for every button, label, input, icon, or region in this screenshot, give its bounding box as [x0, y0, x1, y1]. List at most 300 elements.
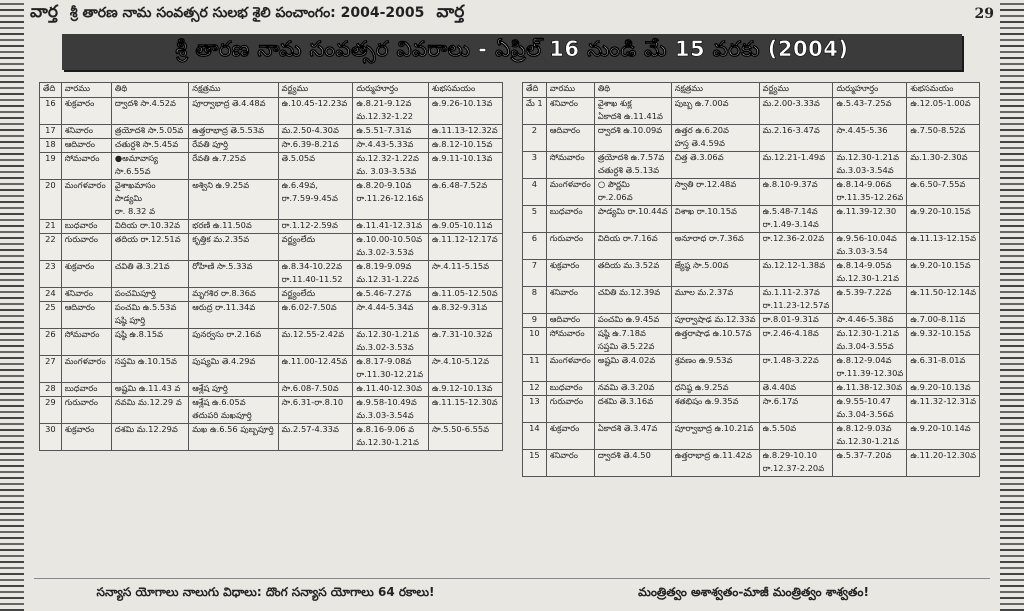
cell-line: ఉ.8.12-9.03వ [836, 423, 892, 433]
table-row [40, 261, 503, 288]
varjyam-cell [759, 314, 833, 328]
shubha-samayam-cell [429, 397, 503, 424]
nakshatra-cell [189, 98, 278, 125]
nakshatra-cell [671, 314, 759, 328]
cell-line: ఉ.11.38-12.30వ [836, 382, 903, 392]
cell-line: ఏకాదశి తె.3.47వ [597, 423, 658, 433]
tithi-cell [594, 98, 671, 125]
shubha-samayam-cell [429, 234, 503, 261]
cell-line: ఉ.6.50-7.55వ [910, 179, 966, 189]
weekday-cell: మంగళవారం [61, 356, 111, 383]
cell-line: రా.1.48-3.22వ [762, 355, 819, 365]
table-row [523, 233, 980, 260]
varjyam-cell [759, 233, 833, 260]
column-header: తేది [40, 83, 62, 98]
cell-line: మ.3.03-3.54వ [836, 165, 894, 175]
tithi-cell [111, 397, 188, 424]
cell-line: దశమి మ.12.29వ [114, 424, 178, 434]
cell-line: సా.4.43-5.33వ [356, 139, 414, 149]
cell-line: మ.12.30-1.21వ [836, 152, 899, 162]
durmuhurtam-cell [353, 288, 429, 302]
table-header-row [40, 83, 503, 98]
page-footer [34, 578, 990, 607]
cell-line: ఉ.11.15-12.30వ [432, 397, 498, 407]
tithi-cell [594, 450, 671, 477]
cell-line: మ.3.03-3.54 [836, 246, 888, 256]
cell-line: సప్తమి తె.5.22వ [597, 341, 655, 351]
cell-line: సా.6.39-8.21వ [281, 139, 339, 149]
durmuhurtam-cell [353, 98, 429, 125]
shubha-samayam-cell [907, 314, 980, 328]
table-row [523, 396, 980, 423]
cell-line: విదియ రా.10.32వ [114, 220, 181, 230]
cell-line: కృత్తిక మ.2.35వ [192, 234, 250, 244]
nakshatra-cell [189, 356, 278, 383]
tithi-cell [594, 355, 671, 382]
durmuhurtam-cell [833, 314, 907, 328]
weekday-cell: గురువారం [61, 397, 111, 424]
weekday-cell: సోమవారం [61, 329, 111, 356]
cell-line: సా.4.45-5.36 [836, 125, 888, 135]
shubha-samayam-cell [429, 139, 503, 153]
varjyam-cell [759, 179, 833, 206]
cell-line: ఉ.5.37-7.20వ [836, 450, 892, 460]
cell-line: పునర్వసు రా.2.16వ [192, 329, 262, 339]
cell-line: షష్ఠి ఉ.7.18వ [597, 328, 646, 338]
cell-line: ద్వాదశి ఉ.10.09వ [597, 125, 663, 135]
nakshatra-cell [189, 329, 278, 356]
cell-line: షష్ఠి పూర్తి [114, 315, 146, 325]
cell-line: ఉ.5.39-7.22వ [836, 287, 892, 297]
table-row [40, 153, 503, 180]
cell-line: రేవతి పూర్తి [192, 139, 228, 149]
cell-line: మ.1.30-2.30వ [910, 152, 968, 162]
date-cell: 13 [523, 396, 547, 423]
weekday-cell: ఆదివారం [546, 314, 594, 328]
title-banner [62, 34, 962, 70]
tithi-cell [111, 288, 188, 302]
tithi-cell [594, 179, 671, 206]
date-cell: 26 [40, 329, 62, 356]
column-header: వారము [546, 83, 594, 98]
cell-line: ఉ.8.12-9.04వ [836, 355, 892, 365]
cell-line: మ.2.57-4.33వ [281, 424, 339, 434]
weekday-cell: మంగళవారం [546, 355, 594, 382]
tithi-cell [594, 423, 671, 450]
cell-line: పూర్వాభాద్ర తె.4.48వ [192, 98, 266, 108]
weekday-cell: శుక్రవారం [546, 260, 594, 287]
shubha-samayam-cell [907, 98, 980, 125]
varjyam-cell [278, 288, 353, 302]
weekday-cell: శనివారం [61, 125, 111, 139]
cell-line: తదియ మ.3.52వ [597, 260, 660, 270]
cell-line: రా.11.35-12.26వ [836, 192, 904, 202]
cell-line: రా.11.26-12.16వ [356, 193, 424, 203]
cell-line: మ.12.12-1.38వ [762, 260, 826, 270]
durmuhurtam-cell [353, 153, 429, 180]
weekday-cell: మంగళవారం [61, 180, 111, 220]
nakshatra-cell [671, 179, 759, 206]
nakshatra-cell [671, 328, 759, 355]
varjyam-cell [278, 153, 353, 180]
shubha-samayam-cell [907, 152, 980, 179]
cell-line: ఉ.9.20-10.13వ [910, 382, 971, 392]
varjyam-cell [278, 424, 353, 451]
nakshatra-cell [671, 125, 759, 152]
weekday-cell: శనివారం [546, 450, 594, 477]
cell-line: పంచమి ఉ.5.53వ [114, 302, 177, 312]
cell-line: ఉ.9.58-10.49వ [356, 397, 417, 407]
cell-line: సా.4.44-5.34వ [356, 302, 414, 312]
cell-line: మ.1.11-2.37వ [762, 287, 820, 297]
calendar-table-right [522, 82, 980, 477]
cell-line: ఉ.6.48-7.52వ [432, 180, 488, 190]
column-header: వారము [61, 83, 111, 98]
cell-line: పాడ్యమి రా.10.44వ [597, 206, 668, 216]
table-body [523, 98, 980, 477]
cell-line: రోహిణి సా.5.33వ [192, 261, 253, 271]
cell-line: రా.12.37-2.20వ [762, 463, 825, 473]
durmuhurtam-cell [353, 356, 429, 383]
shubha-samayam-cell [429, 220, 503, 234]
table-row [40, 302, 503, 329]
nakshatra-cell [189, 302, 278, 329]
varjyam-cell [759, 382, 833, 396]
column-header: వర్జ్యము [278, 83, 353, 98]
cell-line: మ.3.04-3.55వ [836, 341, 894, 351]
weekday-cell: శనివారం [61, 288, 111, 302]
cell-line: వైశాఖ శుక్ల [597, 98, 632, 108]
durmuhurtam-cell [353, 397, 429, 424]
cell-line: ఉ.8.21-9.12వ [356, 98, 412, 108]
newspaper-logo: వార్త [30, 2, 58, 22]
column-header: తిథి [594, 83, 671, 98]
cell-line: శ్రవణం ఉ.9.53వ [674, 355, 733, 365]
cell-line: చవితి తె.3.21వ [114, 261, 170, 271]
cell-line: ఆశ్లేష ఉ.6.05వ [192, 397, 246, 407]
cell-line: తదియ రా.12.51వ [114, 234, 181, 244]
calendar-table-left [39, 82, 503, 451]
cell-line: నవమి మ.12.29 వ [114, 397, 182, 407]
varjyam-cell [278, 397, 353, 424]
shubha-samayam-cell [429, 424, 503, 451]
cell-line: ఉత్తరాభాద్ర తె.5.53వ [192, 125, 264, 135]
durmuhurtam-cell [833, 396, 907, 423]
cell-line: మ.2.16-3.47వ [762, 125, 820, 135]
tithi-cell [594, 328, 671, 355]
left-decorative-border [0, 0, 24, 611]
date-cell: 12 [523, 382, 547, 396]
durmuhurtam-cell [353, 220, 429, 234]
varjyam-cell [278, 180, 353, 220]
cell-line: పంచమిపూర్తి [114, 288, 156, 298]
varjyam-cell [278, 125, 353, 139]
cell-line: ఉ.8.34-10.22వ [281, 261, 342, 271]
table-row [523, 355, 980, 382]
column-header: నక్షత్రము [671, 83, 759, 98]
cell-line: రా.7.59-9.45వ [281, 193, 338, 203]
cell-line: వర్జ్యంలేదు [281, 288, 316, 298]
cell-line: రా.8.01-9.31వ [762, 314, 819, 324]
varjyam-cell [759, 206, 833, 233]
weekday-cell: బుధవారం [61, 383, 111, 397]
nakshatra-cell [671, 206, 759, 233]
durmuhurtam-cell [833, 152, 907, 179]
tithi-cell [594, 314, 671, 328]
table-row [523, 98, 980, 125]
nakshatra-cell [189, 397, 278, 424]
weekday-cell: శుక్రవారం [61, 98, 111, 125]
cell-line: మ.3.02-3.53వ [356, 342, 414, 352]
cell-line: ఉ.7.00-8.11వ [910, 314, 966, 324]
nakshatra-cell [189, 383, 278, 397]
tithi-cell [594, 206, 671, 233]
tithi-cell [594, 287, 671, 314]
cell-line: పంచమి ఉ.9.45వ [597, 314, 660, 324]
tithi-cell [111, 424, 188, 451]
nakshatra-cell [671, 355, 759, 382]
date-cell: 17 [40, 125, 62, 139]
weekday-cell: గురువారం [546, 396, 594, 423]
cell-line: రా.1.49-3.14వ [762, 219, 819, 229]
date-cell: 21 [40, 220, 62, 234]
durmuhurtam-cell [353, 383, 429, 397]
column-header: శుభసమయం [907, 83, 980, 98]
table-row [523, 382, 980, 396]
date-cell: 23 [40, 261, 62, 288]
varjyam-cell [759, 98, 833, 125]
cell-line: ఆశ్లేష పూర్తి [192, 383, 228, 393]
tithi-cell [594, 260, 671, 287]
tithi-cell [111, 261, 188, 288]
cell-line: రేవతి ఉ.7.25వ [192, 153, 246, 163]
column-header: శుభసమయం [429, 83, 503, 98]
durmuhurtam-cell [833, 260, 907, 287]
weekday-cell: ఆదివారం [61, 139, 111, 153]
cell-line: మ. 3.03-3.53వ [356, 166, 417, 176]
durmuhurtam-cell [833, 125, 907, 152]
cell-line: చతుర్దశి తె.5.13వ [597, 165, 660, 175]
cell-line: ఉ.9.11-10.13వ [432, 153, 493, 163]
cell-line: ఉ.11.20-12.30వ [910, 450, 976, 460]
varjyam-cell [759, 152, 833, 179]
cell-line: ఉ.11.12-12.17వ [432, 234, 498, 244]
date-cell: 29 [40, 397, 62, 424]
cell-line: భరణి ఉ.11.50వ [192, 220, 252, 230]
cell-line: సా.6.31-రా.8.10 [281, 397, 344, 407]
varjyam-cell [759, 287, 833, 314]
weekday-cell: ఆదివారం [61, 302, 111, 329]
date-cell: 27 [40, 356, 62, 383]
cell-line: సప్తమి ఉ.10.15వ [114, 356, 177, 366]
cell-line: రా.11.30-12.21వ [356, 369, 424, 379]
date-cell: 25 [40, 302, 62, 329]
weekday-cell: శనివారం [546, 287, 594, 314]
cell-line: మఖ ఉ.6.56 పుబ్బపూర్తి [192, 424, 274, 434]
cell-line: ఉ.5.46-7.27వ [356, 288, 412, 298]
nakshatra-cell [189, 234, 278, 261]
cell-line: ఆరుద్ర రా.11.34వ [192, 302, 256, 312]
tithi-cell [111, 153, 188, 180]
cell-line: ఉ.5.51-7.31వ [356, 125, 412, 135]
cell-line: ఉ.10.00-10.50వ [356, 234, 423, 244]
durmuhurtam-cell [353, 424, 429, 451]
cell-line: చతుర్దశి సా.5.45వ [114, 139, 179, 149]
cell-line: శతభిషం ఉ.9.35వ [674, 396, 739, 406]
cell-line: ఉ.11.32-12.31వ [910, 396, 976, 406]
table-row [40, 329, 503, 356]
cell-line: ఉ.12.05-1.00వ [910, 98, 971, 108]
durmuhurtam-cell [353, 261, 429, 288]
nakshatra-cell [189, 180, 278, 220]
cell-line: సా.6.08-7.50వ [281, 383, 339, 393]
cell-line: రా.1.12-2.59వ [281, 220, 338, 230]
nakshatra-cell [671, 260, 759, 287]
newspaper-logo-secondary: వార్త [436, 2, 465, 22]
cell-line: మ.12.30-1.21వ [836, 273, 899, 283]
cell-line: రా.11.40-11.52 [281, 274, 343, 284]
nakshatra-cell [189, 153, 278, 180]
cell-line: పుష్యమి తె.4.29వ [192, 356, 256, 366]
varjyam-cell [278, 234, 353, 261]
weekday-cell: శనివారం [546, 98, 594, 125]
varjyam-cell [278, 302, 353, 329]
cell-line: ఉత్తరాషాఢ ఉ.10.57వ [674, 328, 752, 338]
cell-line: చిత్త తె.3.06వ [674, 152, 724, 162]
table-row [40, 220, 503, 234]
varjyam-cell [759, 396, 833, 423]
date-cell: 15 [523, 450, 547, 477]
durmuhurtam-cell [833, 98, 907, 125]
cell-line: సా.4.46-5.38వ [836, 314, 894, 324]
cell-line: వర్జ్యంలేదు [281, 234, 316, 244]
table-row [40, 234, 503, 261]
shubha-samayam-cell [429, 329, 503, 356]
date-cell: 9 [523, 314, 547, 328]
cell-line: సా.6.17వ [762, 396, 799, 406]
cell-line: ఉ.11.13-12.15వ [910, 233, 976, 243]
varjyam-cell [759, 260, 833, 287]
cell-line: ఉ.9.56-10.04వ [836, 233, 897, 243]
date-cell: 4 [523, 179, 547, 206]
cell-line: ఉ.9.32-10.15వ [910, 328, 971, 338]
cell-line: అనూరాధ రా.7.36వ [674, 233, 744, 243]
cell-line: ఉ.9.26-10.13వ [432, 98, 493, 108]
nakshatra-cell [671, 382, 759, 396]
cell-line: ఉ.10.45-12.23వ [281, 98, 348, 108]
table-row [523, 450, 980, 477]
footer-left-text: సన్యాస యోగాలు నాలుగు విధాలు: దొంగ సన్యాస యోగాలు 64 రకాలు! [96, 584, 435, 599]
nakshatra-cell [189, 220, 278, 234]
column-header: దుర్ముహూర్తం [353, 83, 429, 98]
footer-right-text: మంత్రిత్వం అశాశ్వతం-మాజీ మంత్రిత్వం శాశ్వతం! [638, 584, 869, 599]
tithi-cell [594, 125, 671, 152]
shubha-samayam-cell [907, 287, 980, 314]
durmuhurtam-cell [833, 179, 907, 206]
cell-line: మ.3.02-3.53వ [356, 247, 414, 257]
varjyam-cell [278, 139, 353, 153]
tithi-cell [111, 125, 188, 139]
cell-line: మ.3.04-3.56వ [836, 409, 894, 419]
durmuhurtam-cell [833, 233, 907, 260]
nakshatra-cell [671, 450, 759, 477]
date-cell: 18 [40, 139, 62, 153]
shubha-samayam-cell [907, 423, 980, 450]
cell-line: మ.12.32-1.22వ [356, 153, 419, 163]
cell-line: మ.3.03-3.54వ [356, 410, 414, 420]
tithi-cell [111, 98, 188, 125]
tithi-cell [594, 233, 671, 260]
cell-line: దశమి తె.3.16వ [597, 396, 654, 406]
cell-line: మ.12.30-1.21వ [356, 437, 419, 447]
varjyam-cell [278, 383, 353, 397]
tithi-cell [111, 234, 188, 261]
tithi-cell [111, 220, 188, 234]
cell-line: ఉ.8.16-9.06 వ [356, 424, 415, 434]
table-row [40, 180, 503, 220]
tithi-cell [594, 382, 671, 396]
cell-line: ఉత్తర ఉ.6.20వ [674, 125, 729, 135]
cell-line: ద్వాదశి సా.4.52వ [114, 98, 176, 108]
cell-line: ఉత్తరాభాద్ర ఉ.11.42వ [674, 450, 752, 460]
durmuhurtam-cell [833, 328, 907, 355]
cell-line: ఉ.9.55-10.47 [836, 396, 891, 406]
table-row [40, 288, 503, 302]
cell-line: ఉ.8.29-10.10 [762, 450, 818, 460]
varjyam-cell [759, 355, 833, 382]
cell-line: రా.2.46-4.18వ [762, 328, 819, 338]
table-row [523, 423, 980, 450]
weekday-cell: బుధవారం [546, 206, 594, 233]
cell-line: ఉ.11.13-12.32వ [432, 125, 498, 135]
date-cell: 28 [40, 383, 62, 397]
cell-line: మ.2.00-3.33వ [762, 98, 820, 108]
nakshatra-cell [671, 287, 759, 314]
shubha-samayam-cell [907, 450, 980, 477]
table-header-row [523, 83, 980, 98]
tithi-cell [594, 152, 671, 179]
cell-line: ○ పౌర్ణమి [597, 179, 630, 189]
date-cell: 8 [523, 287, 547, 314]
varjyam-cell [278, 98, 353, 125]
weekday-cell: శుక్రవారం [546, 423, 594, 450]
shubha-samayam-cell [429, 261, 503, 288]
cell-line: ఉ.9.20-10.15వ [910, 206, 971, 216]
date-cell: 6 [523, 233, 547, 260]
tithi-cell [111, 139, 188, 153]
cell-line: ఉ.8.17-9.08వ [356, 356, 412, 366]
cell-line: అష్టమి ఉ.11.43 వ [114, 383, 181, 393]
table-row [40, 356, 503, 383]
durmuhurtam-cell [833, 206, 907, 233]
shubha-samayam-cell [429, 302, 503, 329]
cell-line: ఉ.8.14-9.06వ [836, 179, 892, 189]
cell-line: ఉ.8.19-9.09వ [356, 261, 412, 271]
date-cell: 30 [40, 424, 62, 451]
durmuhurtam-cell [353, 302, 429, 329]
shubha-samayam-cell [429, 180, 503, 220]
durmuhurtam-cell [833, 287, 907, 314]
date-cell: 10 [523, 328, 547, 355]
shubha-samayam-cell [429, 356, 503, 383]
cell-line: ధనిష్ఠ ఉ.9.25వ [674, 382, 729, 392]
table-row [40, 397, 503, 424]
shubha-samayam-cell [429, 383, 503, 397]
cell-line: రా.11.39-12.30వ [836, 368, 904, 378]
page-header [30, 2, 994, 26]
weekday-cell: సోమవారం [61, 153, 111, 180]
cell-line: ఉ.6.49వ, [281, 180, 318, 190]
